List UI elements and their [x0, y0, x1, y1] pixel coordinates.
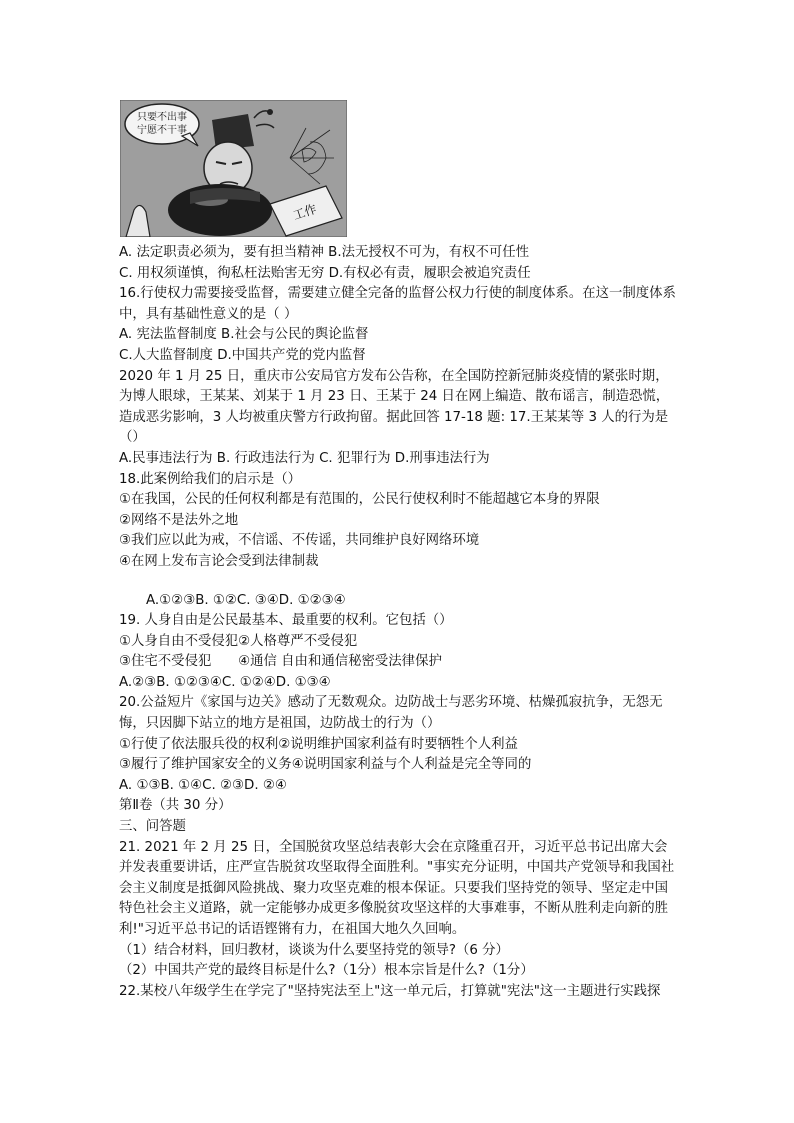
q20-line1: ①行使了依法服兵役的权利②说明维护国家利益有时要牺牲个人利益 [119, 736, 518, 752]
q20-stem: 20.公益短片《家国与边关》感动了无数观众。边防战士与恶劣环境、枯燥孤寂抗争，无怨无悔，只因脚下站立的地方是祖国，边防战士的行为（） [119, 695, 663, 732]
q18-item-1: ①在我国，公民的任何权利都是有范围的，公民行使权利时不能超越它本身的界限 [119, 492, 600, 508]
question-text [119, 243, 679, 1002]
q20-options: A. ①③B. ①④C. ②③D. ②④ [119, 777, 287, 793]
q18-item-2: ②网络不是法外之地 [119, 512, 239, 528]
q22-start: 22.某校八年级学生在学完了"坚持宪法至上"这一单元后，打算就"宪法"这一主题进行实践探 [119, 983, 661, 999]
q16-options-cd: C.人大监督制度 D.中国共产党的党内监督 [119, 347, 366, 363]
q16-options-ab: A. 宪法监督制度 B.社会与公民的舆论监督 [119, 327, 369, 343]
q19-line2: ③住宅不受侵犯 ④通信 自由和通信秘密受法律保护 [119, 654, 442, 670]
q18-stem: 18.此案例给我们的启示是（） [119, 471, 301, 487]
q20-line2: ③履行了维护国家安全的义务④说明国家利益与个人利益是完全等同的 [119, 757, 532, 773]
q18-item-3: ③我们应以此为戒，不信谣、不传谣，共同维护良好网络环境 [119, 533, 480, 549]
speech-bubble-line: 宁愿不干事 [137, 125, 187, 136]
cartoon-illustration [120, 100, 347, 237]
material-17-18: 2020 年 1 月 25 日，重庆市公安局官方发布公告称，在全国防控新冠肺炎疫情的紧张时期，为博人眼球，王某某、刘某于 1 月 23 日、王某于 24 日在网上编造、散布谣言，制造恐慌，造成恶劣影响，3 人均被重庆警方行政拘留。据此回答 17-18 题: 17.王某某等 3 人的行为是（） [119, 368, 670, 446]
q19-line1: ①人身自由不受侵犯②人格尊严不受侵犯 [119, 633, 358, 649]
q15-options-line2: C. 用权须谨慎，徇私枉法贻害无穷 D.有权必有责，履职会被追究责任 [119, 265, 531, 281]
q16-stem: 16.行使权力需要接受监督，需要建立健全完备的监督公权力行使的制度体系。在这一制度体系中，具有基础性意义的是（ ） [119, 286, 676, 322]
q17-options: A.民事违法行为 B. 行政违法行为 C. 犯罪行为 D.刑事违法行为 [119, 450, 490, 466]
q21-sub2: （2）中国共产党的最终目标是什么?（1分）根本宗旨是什么?（1分） [119, 963, 534, 979]
section-volume-heading: 第Ⅱ卷（共 30 分） [119, 798, 232, 814]
section-part-heading: 三、问答题 [119, 819, 186, 835]
q21-stem: 21. 2021 年 2 月 25 日，全国脱贫攻坚总结表彰大会在京隆重召开，习近平总书记出席大会并发表重要讲话，庄严宣告脱贫攻坚取得全面胜利。"事实充分证明，中国共产党领导和我国社会主义制度是抵御风险挑战、聚力攻坚克难的根本保证。只要我们坚持党的领导、坚定走中国特色社会主义道路，就一定能够办成更多像脱贫攻坚这样的大事难事，不断从胜利走向新的胜利!"习近平总书记的话语铿锵有力，在祖国大地久久回响。 [119, 839, 675, 937]
paper-label: 工作 [291, 201, 319, 223]
q18-options: A.①②③B. ①②C. ③④D. ①②③④ [146, 592, 346, 608]
speech-bubble-line: 只要不出事 [137, 112, 187, 123]
q18-item-4: ④在网上发布言论会受到法律制裁 [119, 553, 319, 569]
q21-sub1: （1）结合材料，回归教材，谈谈为什么要坚持党的领导?（6 分） [119, 942, 509, 958]
q15-options-line1: A. 法定职责必须为，要有担当精神 B.法无授权不可为，有权不可任性 [119, 245, 530, 260]
q19-stem: 19. 人身自由是公民最基本、最重要的权利。它包括（） [119, 613, 453, 629]
q19-options: A.②③B. ①②③④C. ①②④D. ①③④ [119, 674, 331, 690]
